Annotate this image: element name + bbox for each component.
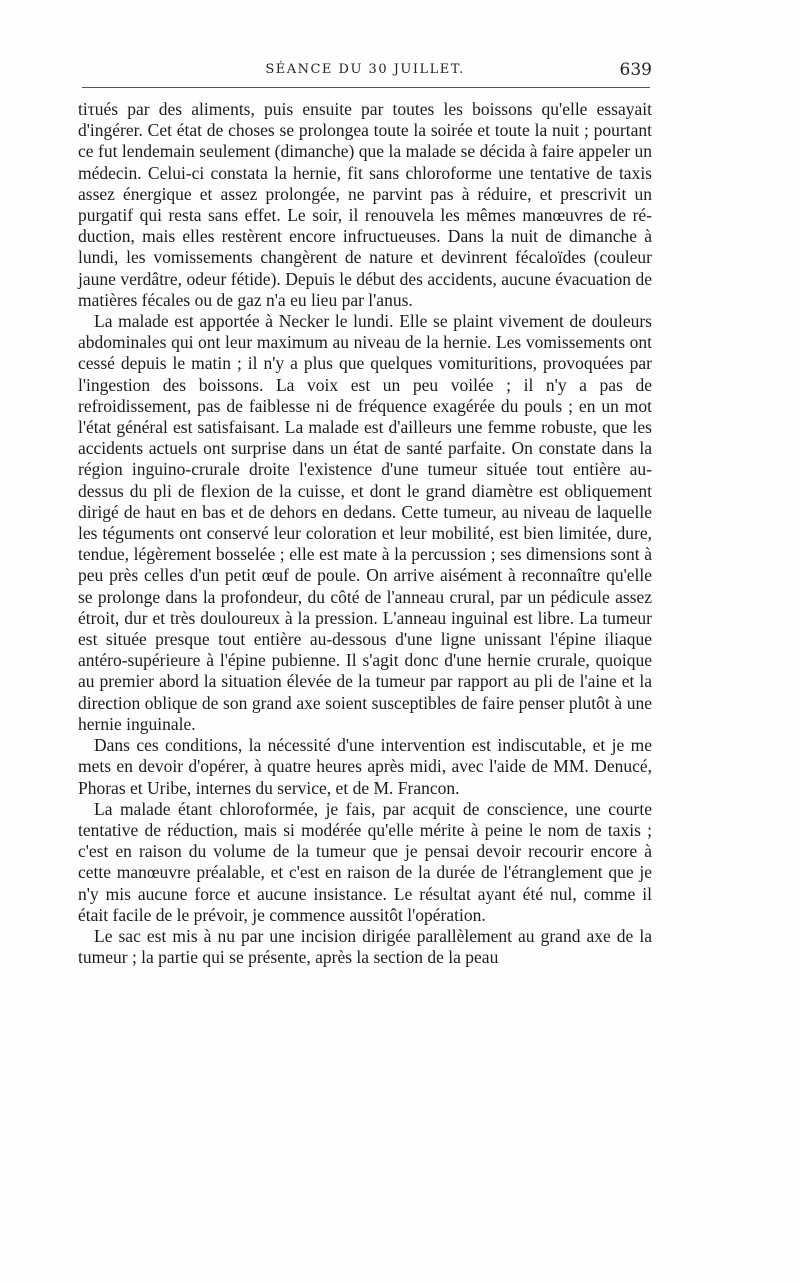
paragraph-4: La malade étant chloroformée, je fais, par acquit de conscience, une courte tentative de réduction, mais si modérée qu'elle mérite à peine le nom de taxis ; c'est en raison du volume de la tumeur que je pensai devoir recourir encore à cette manœuvre préalable, et c'est en raison de la durée de l'étranglement que je n'y mis aucune force et aucune insistance. Le résultat ayant été nul, comme il était facile de le prévoir, je commence aussitôt l'opération. xyxy=(78,798,652,925)
paragraph-1: tiτués par des aliments, puis ensuite par toutes les boissons qu'elle essayait d'ingérer. Cet état de choses se prolongea toute la soirée et toute la nuit ; pourtant ce fut lendemain seulement (dimanche) que la malade se décida à faire appeler un médecin. Celui-ci constata la hernie, fit sans chloroforme une tentative de taxis assez énergique et assez prolongée, ne parvint pas à réduire, et prescrivit un purgatif qui resta sans effet. Le soir, il renouvela les mêmes manœuvres de réduction, mais elles restèrent encore infructueuses. Dans la nuit de dimanche à lundi, les vomissements changèrent de nature et devinrent fécaloïdes (couleur jaune verdâtre, odeur fétide). Depuis le début des accidents, aucune évacuation de matières fécales ou de gaz n'a eu lieu par l'anus. xyxy=(78,99,652,310)
header-rule xyxy=(82,87,650,88)
body-text xyxy=(78,99,652,968)
page-number: 639 xyxy=(619,60,652,80)
paragraph-2: La malade est apportée à Necker le lundi. Elle se plaint vivement de douleurs abdominales qui ont leur maximum au niveau de la hernie. Les vomissements ont cessé depuis le matin ; il n'y a plus que quelques vomituritions, provoquées par l'ingestion des boissons. La voix est un peu voilée ; il n'y a pas de refroidissement, pas de faiblesse ni de fréquence exagérée du pouls ; en un mot l'état général est satisfaisant. La malade est d'ailleurs une femme robuste, que les accidents actuels ont surprise dans un état de santé parfaite. On constate dans la région inguino-crurale droite l'existence d'une tumeur située tout entière au-dessus du pli de flexion de la cuisse, et dont le grand diamètre est obliquement dirigé de haut en bas et de dehors en dedans. Cette tumeur, au niveau de laquelle les téguments ont conservé leur coloration et leur mobilité, est bien limitée, dure, tendue, légèrement bosselée ; elle est mate à la percussion ; ses dimensions sont à peu près celles d'un petit œuf de poule. On arrive aisément à reconnaître qu'elle se prolonge dans la profondeur, du côté de l'anneau crural, par un pédicule assez étroit, dur et très douloureux à la pression. L'anneau inguinal est libre. La tumeur est située presque tout entière au-dessous d'une ligne unissant l'épine iliaque antéro-supérieure à l'épine pubienne. Il s'agit donc d'une hernie crurale, quoique au premier abord la situation élevée de la tumeur par rapport au pli de l'aine et la direction oblique de son grand axe soient susceptibles de faire penser plutôt à une hernie inguinale. xyxy=(78,311,652,734)
page-header xyxy=(78,58,652,82)
paragraph-5: Le sac est mis à nu par une incision dirigée parallèlement au grand axe de la tumeur ; la partie qui se présente, après la section de la peau xyxy=(78,925,652,968)
running-title: SÉANCE DU 30 JUILLET. xyxy=(265,62,465,77)
paragraph-3: Dans ces conditions, la nécessité d'une intervention est indiscutable, et je me mets en devoir d'opérer, à quatre heures après midi, avec l'aide de MM. Denucé, Phoras et Uribe, internes du service, et de M. Francon. xyxy=(78,735,652,798)
